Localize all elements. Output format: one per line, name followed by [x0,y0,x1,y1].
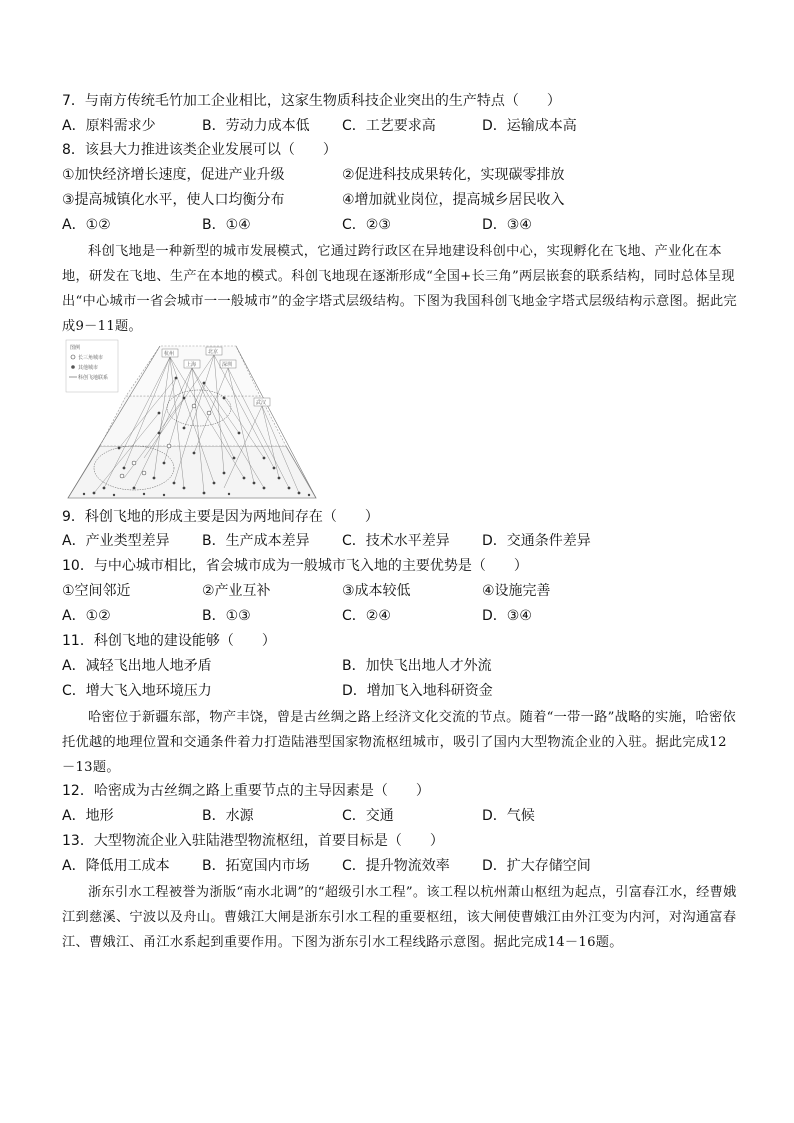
q11-option-d[interactable]: D．增加飞入地科研资金 [342,683,493,699]
city-label-4: 深圳 [222,362,233,368]
city-label-3: 上海 [186,362,197,368]
legend-item-1: 长三角城市 [78,355,104,361]
q12-option-c[interactable]: C．交通 [342,808,394,824]
legend-item-2: 其他城市 [78,365,99,371]
q12-option-a[interactable]: A．地形 [62,808,114,824]
q13-option-a[interactable]: A．降低用工成本 [62,858,170,874]
q10-item-1: ①空间邻近 [62,583,131,599]
q8-item-4: ④增加就业岗位，提高城乡居民收入 [342,192,565,208]
q13-option-c[interactable]: C．提升物流效率 [342,858,450,874]
q10-item-3: ③成本较低 [342,583,411,599]
q8-item-1: ①加快经济增长速度，促进产业升级 [62,167,285,183]
question-9-stem: 9．科创飞地的形成主要是因为两地间存在（ ） [62,509,379,525]
q13-option-b[interactable]: B．拓宽国内市场 [202,858,310,874]
passage-3-text: 浙东引水工程被誉为浙版“南水北调”的“超级引水工程”。该工程以杭州萧山枢纽为起点，引富春江水，经曹娥江到慈溪、宁波以及舟山。曹娥江大闸是浙东引水工程的重要枢纽，该大闸使曹娥江由外江变为内河，对沟通富春江、曹娥江、甬江水系起到重要作用。下图为浙东引水工程线路示意图。据此完成14－16题。 [62,885,737,950]
q13-option-d[interactable]: D．扩大存储空间 [482,858,591,874]
city-label-1: 杭州 [164,351,175,357]
legend-item-3: 科创飞地联系 [78,375,109,381]
legend-dot-icon [71,365,75,369]
q9-option-a[interactable]: A．产业类型差异 [62,533,170,549]
q11-option-c[interactable]: C．增大飞入地环境压力 [62,683,212,699]
q8-option-b[interactable]: B．①④ [202,217,251,233]
q10-option-c[interactable]: C．②④ [342,608,391,624]
passage-1-text: 科创飞地是一种新型的城市发展模式，它通过跨行政区在异地建设科创中心，实现孵化在飞地、产业化在本地，研发在飞地、生产在本地的模式。科创飞地现在逐渐形成“全国+长三角”两层嵌套的联系结构，同时总体呈现出“中心城市一省会城市一一般城市”的金字塔式层级结构。下图为我国科创飞地金字塔式层级结构示意图。据此完成9－11题。 [62,244,737,334]
q7-option-c[interactable]: C．工艺要求高 [342,118,436,134]
q9-option-d[interactable]: D．交通条件差异 [482,533,591,549]
q10-option-b[interactable]: B．①③ [202,608,251,624]
question-10-stem: 10．与中心城市相比，省会城市成为一般城市飞入地的主要优势是（ ） [62,558,528,574]
passage-keichuang-feidi [62,239,738,339]
q12-option-d[interactable]: D．气候 [482,808,535,824]
q8-option-a[interactable]: A．①② [62,217,111,233]
q9-option-b[interactable]: B．生产成本差异 [202,533,310,549]
question-8-stem: 8．该县大力推进该类企业发展可以（ ） [62,142,337,158]
passage-2-text: 哈密位于新疆东部，物产丰饶，曾是古丝绸之路上经济文化交流的节点。随着“一带一路”战略的实施，哈密依托优越的地理位置和交通条件着力打造陆港型国家物流枢纽城市，吸引了国内大型物流企业的入驻。据此完成12－13题。 [62,710,736,775]
q8-item-3: ③提高城镇化水平，使人口均衡分布 [62,192,285,208]
q11-option-a[interactable]: A．减轻飞出地人地矛盾 [62,658,212,674]
city-label-5: 武汉 [256,400,267,406]
city-label-2: 北京 [208,349,219,355]
question-7-stem: 7．与南方传统毛竹加工企业相比，这家生物质科技企业突出的生产特点（ ） [62,93,561,109]
q11-option-b[interactable]: B．加快飞出地人才外流 [342,658,492,674]
q12-option-b[interactable]: B．水源 [202,808,254,824]
q10-item-4: ④设施完善 [482,583,551,599]
q7-option-b[interactable]: B．劳动力成本低 [202,118,310,134]
q7-option-d[interactable]: D．运输成本高 [482,118,577,134]
question-13-stem: 13．大型物流企业入驻陆港型物流枢纽，首要目标是（ ） [62,833,444,849]
q10-option-a[interactable]: A．①② [62,608,111,624]
q7-option-a[interactable]: A．原料需求少 [62,118,156,134]
q8-option-c[interactable]: C．②③ [342,217,391,233]
pyramid-hierarchy-figure [64,338,319,501]
q9-option-c[interactable]: C．技术水平差异 [342,533,450,549]
question-11-stem: 11．科创飞地的建设能够（ ） [62,633,276,649]
question-12-stem: 12．哈密成为古丝绸之路上重要节点的主导因素是（ ） [62,783,430,799]
q10-item-2: ②产业互补 [202,583,271,599]
q10-option-d[interactable]: D．③④ [482,608,532,624]
passage-zhedong-water [62,880,738,955]
passage-hami [62,705,738,780]
q8-option-d[interactable]: D．③④ [482,217,532,233]
legend-title: 图例 [70,345,81,351]
q8-item-2: ②促进科技成果转化，实现碳零排放 [342,167,565,183]
